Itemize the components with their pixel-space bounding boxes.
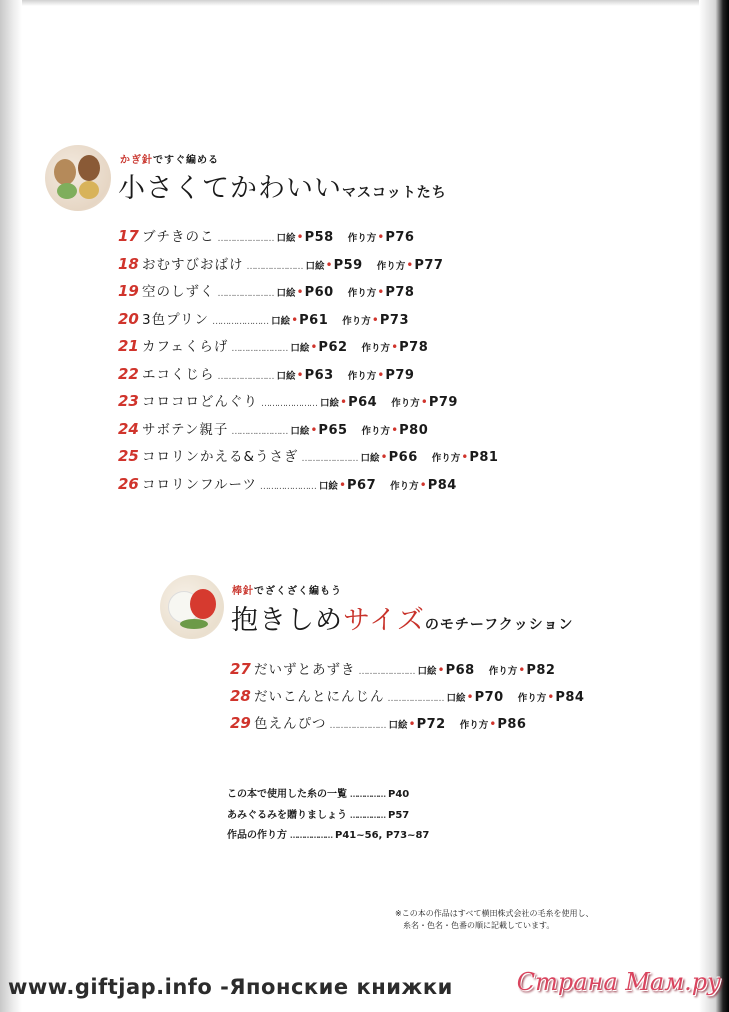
howto-page: P82 <box>526 663 556 678</box>
leader-dots: ………………… <box>231 344 288 354</box>
page-top-edge <box>0 0 729 6</box>
howto-label: 作り方 <box>342 315 371 327</box>
bullet-icon: • <box>377 285 385 299</box>
section1-title <box>118 166 447 205</box>
howto-page: P78 <box>399 340 429 355</box>
contents-row <box>118 280 414 302</box>
kuchie-label: 口絵 <box>446 693 466 704</box>
section2-kicker-accent: 棒針 <box>232 586 254 597</box>
section1-kicker-accent: かぎ針 <box>120 155 153 166</box>
contents-row <box>230 685 584 707</box>
misc-item: 作品の作り方 ……………… P41~56, P73~87 <box>227 826 429 841</box>
howto-label: 作り方 <box>361 343 391 354</box>
misc-page: P40 <box>388 789 410 800</box>
misc-label: この本で使用した糸の一覧 <box>227 789 347 800</box>
section1-kicker <box>120 151 219 166</box>
contents-row <box>230 712 526 734</box>
bullet-icon: • <box>296 230 304 244</box>
item-number: 25 <box>118 447 139 465</box>
item-number: 22 <box>118 364 139 383</box>
item-number: 17 <box>118 227 139 245</box>
leader-dots: ………………… <box>387 694 444 704</box>
contents-row <box>118 253 443 275</box>
leader-dots: ………………… <box>329 721 386 731</box>
howto-label: 作り方 <box>347 233 377 244</box>
kuchie-label: 口絵 <box>271 315 291 327</box>
bullet-icon: • <box>420 395 428 409</box>
page-edge-shadow <box>699 0 729 1012</box>
bullet-icon: • <box>461 450 469 464</box>
howto-page: P73 <box>379 312 409 328</box>
kuchie-page: P70 <box>474 690 504 705</box>
leader-dots: ………………… <box>217 234 274 244</box>
contents-row <box>118 363 414 385</box>
item-number: 26 <box>118 474 139 493</box>
howto-label: 作り方 <box>347 288 377 299</box>
contents-row <box>118 225 414 247</box>
kuchie-label: 口絵 <box>290 343 310 354</box>
howto-page: P78 <box>385 285 415 300</box>
item-name: 3色プリン <box>142 311 210 328</box>
misc-item: あみぐるみを贈りましょう …………… P57 <box>227 806 409 821</box>
howto-label: 作り方 <box>390 480 419 492</box>
kuchie-page: P61 <box>299 312 329 328</box>
bullet-icon: • <box>419 477 427 492</box>
bullet-icon: • <box>338 477 347 492</box>
item-number: 29 <box>230 714 251 732</box>
howto-label: 作り方 <box>517 693 547 704</box>
kuchie-page: P72 <box>416 717 446 732</box>
item-name: カフェくらげ <box>142 339 229 355</box>
howto-page: P81 <box>469 450 499 465</box>
howto-page: P79 <box>385 367 415 383</box>
bullet-icon: • <box>406 257 414 272</box>
bullet-icon: • <box>518 663 526 677</box>
contents-row <box>230 658 555 680</box>
footnote <box>395 908 594 932</box>
misc-label: 作品の作り方 <box>227 830 287 841</box>
item-name: おむすびおばけ <box>142 256 244 273</box>
bullet-icon: • <box>377 367 385 382</box>
kuchie-label: 口絵 <box>417 666 437 677</box>
item-name: 空のしずく <box>142 284 215 300</box>
kuchie-page: P58 <box>304 230 334 245</box>
misc-page: P57 <box>388 810 410 821</box>
howto-page: P80 <box>399 422 429 438</box>
section2-title-main-a: 抱きしめ <box>231 605 343 636</box>
howto-label: 作り方 <box>391 398 420 409</box>
item-number: 23 <box>118 392 139 410</box>
section2-title-sub: のモチーフクッション <box>424 617 574 633</box>
bullet-icon: • <box>408 717 416 731</box>
contents-row <box>118 390 458 412</box>
howto-label: 作り方 <box>347 370 377 382</box>
item-name: ブチきのこ <box>142 229 215 245</box>
item-number: 24 <box>118 419 139 438</box>
leader-dots: ………………… <box>231 426 288 437</box>
item-number: 18 <box>118 254 139 273</box>
leader-dots: ………………… <box>261 399 317 409</box>
item-number: 28 <box>230 687 251 705</box>
section1-kicker-rest: ですぐ編める <box>153 155 219 166</box>
section1-title-sub: マスコットたち <box>342 185 447 201</box>
item-name: エコくじら <box>142 366 215 383</box>
kuchie-label: 口絵 <box>290 425 310 437</box>
kuchie-label: 口絵 <box>388 720 408 731</box>
bullet-icon: • <box>380 450 388 464</box>
bullet-icon: • <box>391 422 399 437</box>
item-number: 21 <box>118 337 139 355</box>
kuchie-page: P59 <box>333 257 363 273</box>
kuchie-label: 口絵 <box>318 480 338 492</box>
kuchie-page: P67 <box>347 477 377 493</box>
bullet-icon: • <box>371 312 379 327</box>
howto-label: 作り方 <box>376 260 406 272</box>
leader-dots: ………………… <box>217 289 274 299</box>
bullet-icon: • <box>437 663 445 677</box>
item-number: 19 <box>118 282 139 300</box>
item-name: サボテン親子 <box>142 421 229 438</box>
bullet-icon: • <box>489 717 497 731</box>
kuchie-page: P62 <box>318 340 348 355</box>
footnote-line1: ※この本の作品はすべて横田株式会社の毛糸を使用し、 <box>395 909 594 918</box>
kuchie-page: P66 <box>388 450 418 465</box>
leader-dots: ………………… <box>259 481 316 492</box>
bullet-icon: • <box>310 422 318 437</box>
item-name: コロリンフルーツ <box>142 476 257 493</box>
howto-page: P86 <box>497 717 527 732</box>
howto-label: 作り方 <box>431 453 461 464</box>
bullet-icon: • <box>466 690 474 704</box>
kuchie-page: P65 <box>318 422 348 438</box>
item-number: 27 <box>230 660 251 678</box>
kuchie-label: 口絵 <box>276 288 296 299</box>
watermark-logo: Страна Мам.ру <box>516 968 721 996</box>
kuchie-page: P64 <box>348 395 378 410</box>
watermark-text: www.giftjap.info -Японские книжки <box>8 975 453 999</box>
leader-dots: ………………… <box>212 316 269 327</box>
item-name: だいずとあずき <box>254 662 356 678</box>
bullet-icon: • <box>296 367 304 382</box>
item-name: コロリンかえる&うさぎ <box>142 449 299 465</box>
bullet-icon: • <box>325 257 333 272</box>
leader-dots: ………………… <box>301 454 358 464</box>
leader-dots: ………………… <box>217 371 274 382</box>
contents-row <box>118 473 457 495</box>
item-name: コロコロどんぐり <box>142 394 258 410</box>
misc-page: P41~56, P73~87 <box>335 830 430 841</box>
page-gutter-shadow <box>0 0 22 1012</box>
howto-label: 作り方 <box>459 720 489 731</box>
howto-page: P84 <box>555 690 585 705</box>
contents-row <box>118 418 428 440</box>
bullet-icon: • <box>310 340 318 354</box>
mascot-photo-badge <box>45 145 111 211</box>
kuchie-page: P68 <box>445 663 475 678</box>
bullet-icon: • <box>547 690 555 704</box>
kuchie-page: P63 <box>304 367 334 383</box>
bullet-icon: • <box>291 312 299 327</box>
item-name: だいこんとにんじん <box>254 689 385 705</box>
section2-kicker <box>232 582 342 597</box>
item-number: 20 <box>118 309 139 328</box>
kuchie-label: 口絵 <box>276 233 296 244</box>
leader-dots: ………………… <box>246 261 303 272</box>
contents-row <box>118 308 409 330</box>
howto-page: P77 <box>414 257 444 273</box>
kuchie-page: P60 <box>304 285 334 300</box>
bullet-icon: • <box>296 285 304 299</box>
contents-row <box>118 335 428 357</box>
howto-label: 作り方 <box>488 666 518 677</box>
misc-label: あみぐるみを贈りましょう <box>227 810 347 821</box>
howto-page: P76 <box>385 230 415 245</box>
howto-page: P84 <box>427 477 457 493</box>
howto-page: P79 <box>428 395 458 410</box>
item-name: 色えんぴつ <box>254 716 327 732</box>
bullet-icon: • <box>340 395 348 409</box>
section2-kicker-rest: でざくざく編もう <box>254 586 342 597</box>
kuchie-label: 口絵 <box>360 453 380 464</box>
section2-title-main-b: サイズ <box>343 605 425 636</box>
cushion-photo-badge <box>160 575 224 639</box>
leader-dots: ………………… <box>358 667 415 677</box>
kuchie-label: 口絵 <box>305 260 325 272</box>
misc-item: この本で使用した糸の一覧 …………… P40 <box>227 785 409 800</box>
contents-row <box>118 445 498 467</box>
kuchie-label: 口絵 <box>276 370 296 382</box>
footnote-line2: 糸名・色名・色番の順に記載しています。 <box>403 921 555 930</box>
section2-title <box>231 598 573 637</box>
howto-label: 作り方 <box>361 425 391 437</box>
bullet-icon: • <box>391 340 399 354</box>
kuchie-label: 口絵 <box>320 398 340 409</box>
section1-title-main: 小さくてかわいい <box>118 173 342 204</box>
bullet-icon: • <box>377 230 385 244</box>
